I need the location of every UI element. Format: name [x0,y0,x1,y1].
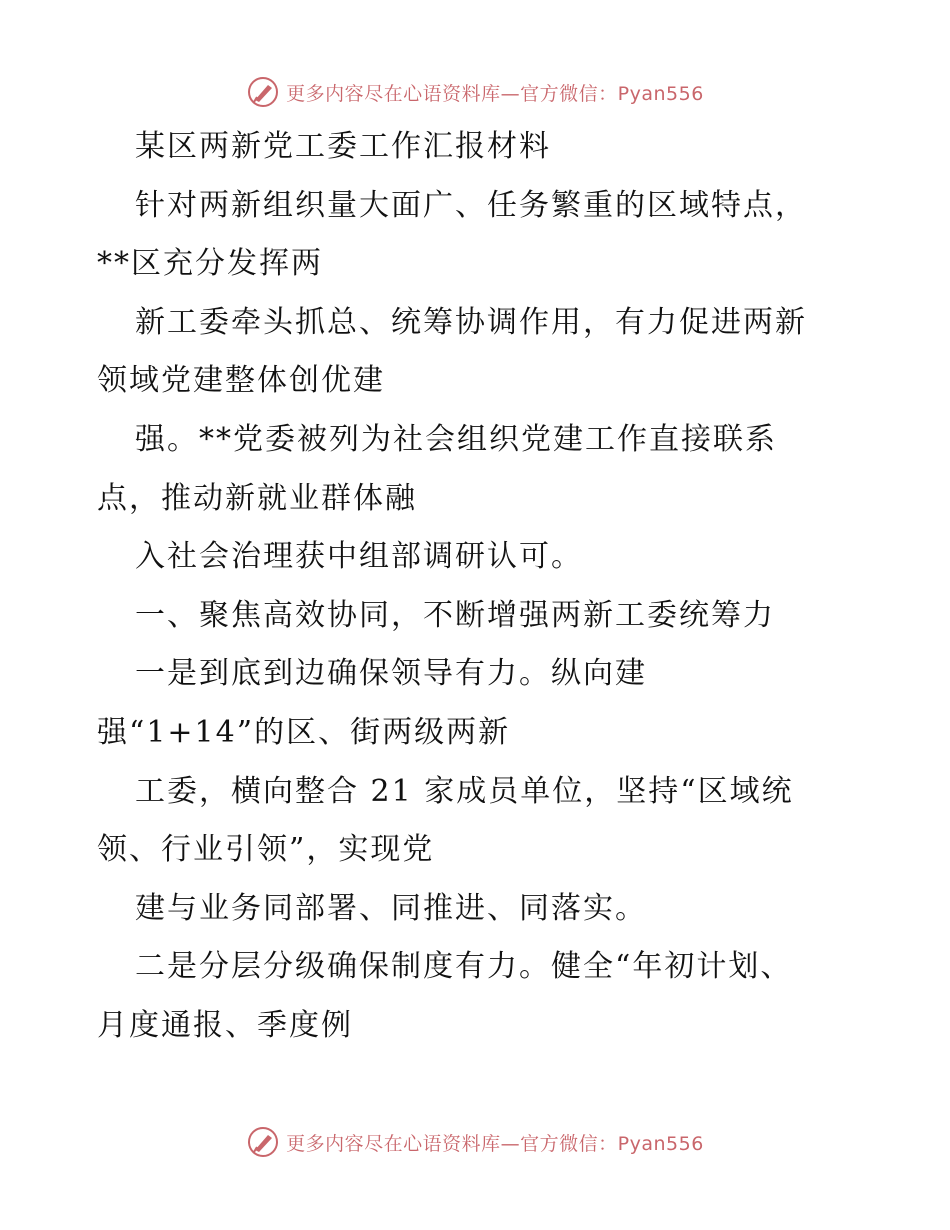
text-line: 新工委牵头抓总、统筹协调作用，有力促进两新 [135,304,807,340]
text-line: 点，推动新就业群体融 [97,480,417,516]
text-line: 领、行业引领”，实现党 [97,832,435,868]
text-line: 领域党建整体创优建 [97,363,385,399]
text-line: 入社会治理获中组部调研认可。 [135,539,583,575]
watermark-text: 更多内容尽在心语资料库—官方微信：Pyan556 [286,1132,704,1155]
text-line: 工委，横向整合 21 家成员单位，坚持“区域统 [135,773,794,809]
text-line: 二是分层分级确保制度有力。健全“年初计划、 [135,949,793,985]
quill-pen-icon [246,75,280,109]
text-line: 针对两新组织量大面广、任务繁重的区域特点， [135,187,807,223]
text-line: 强。**党委被列为社会组织党建工作直接联系 [135,421,777,457]
document-body [97,118,867,1056]
text-line: 一是到底到边确保领导有力。纵向建 [135,656,647,692]
text-line: 建与业务同部署、同推进、同落实。 [135,890,647,926]
header-watermark [0,72,950,112]
text-line: 强“1+14”的区、街两级两新 [97,714,511,750]
text-line: 某区两新党工委工作汇报材料 [135,129,551,164]
text-line: 月度通报、季度例 [97,1007,353,1043]
text-line: **区充分发挥两 [97,246,323,282]
watermark-text: 更多内容尽在心语资料库—官方微信：Pyan556 [286,82,704,105]
text-line: 一、聚焦高效协同，不断增强两新工委统筹力 [135,597,775,633]
quill-pen-icon [246,1125,280,1159]
footer-watermark [0,1122,950,1162]
